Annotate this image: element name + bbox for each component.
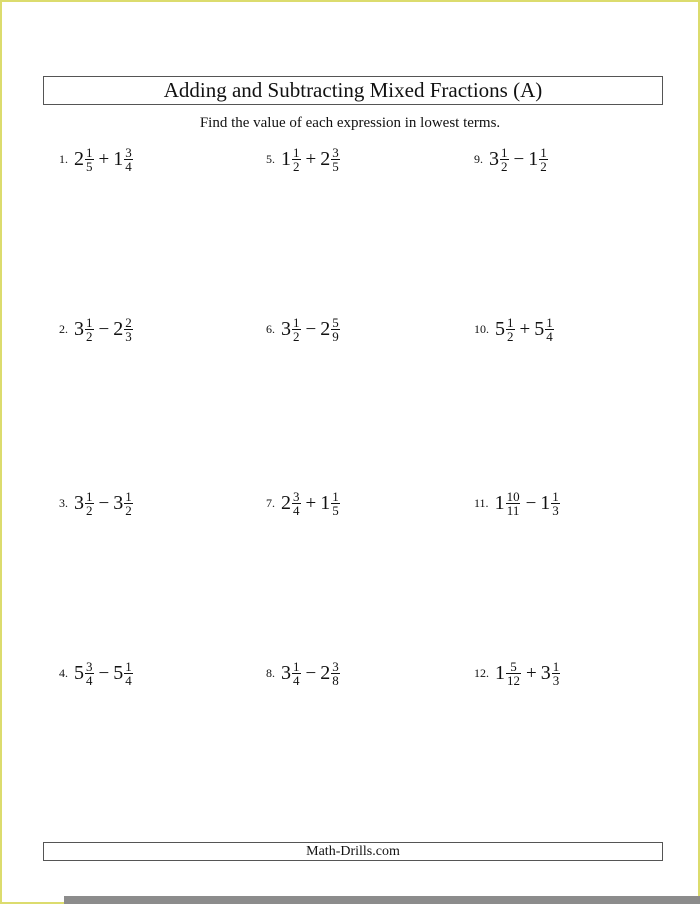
operator: + (305, 148, 317, 170)
problem-number: 6. (266, 322, 275, 336)
mixed-number-b (540, 490, 561, 517)
mixed-number-b (320, 316, 341, 343)
mixed-number-a (74, 146, 95, 173)
numerator: 1 (540, 145, 547, 160)
problem-number: 2. (59, 322, 68, 336)
numerator: 3 (86, 659, 93, 674)
denominator: 5 (86, 159, 93, 174)
fraction (506, 660, 521, 687)
worksheet-title: Adding and Subtracting Mixed Fractions (A) (163, 78, 543, 102)
denominator: 4 (125, 673, 132, 688)
whole-part: 5 (74, 662, 84, 684)
fraction (124, 146, 133, 173)
fraction (292, 660, 301, 687)
operator: + (98, 148, 110, 170)
mixed-number-b (113, 490, 134, 517)
problem-number: 12. (474, 666, 489, 680)
whole-part: 2 (113, 318, 124, 340)
problem-number: 4. (59, 666, 68, 680)
operator: + (519, 318, 531, 340)
problem-number: 8. (266, 666, 275, 680)
denominator: 3 (552, 503, 559, 518)
denominator: 2 (125, 503, 132, 518)
problem-11 (474, 490, 561, 517)
whole-part: 1 (281, 148, 291, 170)
denominator: 3 (125, 329, 132, 344)
whole-part: 1 (540, 492, 551, 514)
operator: + (526, 662, 537, 684)
numerator: 5 (510, 659, 517, 674)
denominator: 2 (507, 329, 514, 344)
fraction (552, 660, 561, 687)
operator: − (305, 318, 317, 340)
denominator: 4 (86, 673, 93, 688)
denominator: 2 (293, 159, 300, 174)
problem-number: 9. (474, 152, 483, 166)
numerator: 5 (332, 315, 339, 330)
problem-number: 3. (59, 496, 68, 510)
mixed-number-a (495, 660, 522, 687)
numerator: 3 (293, 489, 300, 504)
mixed-number-a (489, 146, 510, 173)
mixed-number-a (281, 316, 302, 343)
denominator: 5 (332, 503, 339, 518)
numerator: 1 (125, 489, 132, 504)
numerator: 3 (332, 659, 339, 674)
fraction (85, 660, 94, 687)
problem-12 (474, 660, 561, 687)
denominator: 2 (86, 503, 93, 518)
fraction (124, 490, 133, 517)
whole-part: 2 (320, 662, 331, 684)
denominator: 2 (501, 159, 508, 174)
operator: − (98, 662, 110, 684)
fraction (506, 490, 521, 517)
denominator: 8 (332, 673, 339, 688)
footer-box (43, 842, 663, 861)
whole-part: 2 (74, 148, 84, 170)
whole-part: 3 (74, 492, 84, 514)
fraction (85, 490, 94, 517)
numerator: 2 (125, 315, 132, 330)
fraction (85, 316, 94, 343)
problem-6 (266, 316, 341, 343)
fraction (292, 146, 301, 173)
fraction (331, 146, 340, 173)
operator: − (98, 492, 110, 514)
denominator: 5 (332, 159, 339, 174)
fraction (292, 316, 301, 343)
page-bottom-shadow (64, 896, 700, 904)
mixed-number-b (320, 146, 341, 173)
whole-part: 3 (489, 148, 499, 170)
numerator: 1 (293, 659, 300, 674)
whole-part: 1 (528, 148, 539, 170)
numerator: 3 (332, 145, 339, 160)
fraction (331, 660, 340, 687)
denominator: 4 (546, 329, 553, 344)
whole-part: 2 (320, 148, 331, 170)
problem-9 (474, 146, 549, 173)
worksheet-title-box (43, 76, 663, 105)
problem-2 (59, 316, 134, 343)
footer-site: Math-Drills.com (306, 843, 400, 859)
numerator: 1 (546, 315, 553, 330)
mixed-number-a (74, 490, 95, 517)
problem-number: 7. (266, 496, 275, 510)
problem-number: 5. (266, 152, 275, 166)
numerator: 1 (501, 145, 508, 160)
mixed-number-b (534, 316, 555, 343)
numerator: 1 (293, 315, 300, 330)
problem-4 (59, 660, 134, 687)
mixed-number-a (74, 660, 95, 687)
whole-part: 5 (113, 662, 124, 684)
mixed-number-a (74, 316, 95, 343)
operator: + (305, 492, 317, 514)
operator: − (305, 662, 317, 684)
whole-part: 2 (281, 492, 291, 514)
problem-number: 10. (474, 322, 489, 336)
numerator: 10 (506, 489, 520, 504)
problem-5 (266, 146, 341, 173)
problem-10 (474, 316, 555, 343)
fraction (500, 146, 509, 173)
denominator: 2 (86, 329, 93, 344)
numerator: 1 (86, 315, 93, 330)
whole-part: 3 (281, 318, 291, 340)
denominator: 2 (540, 159, 547, 174)
fraction (506, 316, 515, 343)
whole-part: 1 (320, 492, 331, 514)
instructions: Find the value of each expression in lowest terms. (199, 115, 501, 131)
denominator: 3 (552, 673, 560, 688)
mixed-number-b (320, 660, 341, 687)
fraction (85, 146, 94, 173)
problem-8 (266, 660, 341, 687)
problem-number: 11. (474, 496, 489, 510)
mixed-number-a (281, 146, 302, 173)
numerator: 1 (293, 145, 300, 160)
mixed-number-a (281, 490, 302, 517)
numerator: 1 (507, 315, 514, 330)
fraction (331, 316, 340, 343)
mixed-number-b (113, 316, 134, 343)
mixed-number-b (320, 490, 341, 517)
numerator: 1 (552, 659, 560, 674)
operator: − (513, 148, 525, 170)
numerator: 1 (125, 659, 132, 674)
operator: − (98, 318, 110, 340)
whole-part: 1 (495, 662, 505, 684)
fraction (331, 490, 340, 517)
numerator: 3 (125, 145, 132, 160)
whole-part: 1 (494, 492, 505, 514)
whole-part: 3 (74, 318, 84, 340)
numerator: 1 (552, 489, 559, 504)
mixed-number-a (495, 490, 522, 517)
fraction (124, 316, 133, 343)
whole-part: 5 (495, 318, 505, 340)
fraction (292, 490, 301, 517)
whole-part: 2 (320, 318, 331, 340)
mixed-number-b (113, 146, 134, 173)
denominator: 4 (293, 503, 300, 518)
whole-part: 3 (281, 662, 291, 684)
denominator: 12 (507, 673, 520, 688)
denominator: 9 (332, 329, 339, 344)
operator: − (525, 492, 537, 514)
mixed-number-b (113, 660, 134, 687)
problem-3 (59, 490, 134, 517)
denominator: 4 (125, 159, 132, 174)
problem-number: 1. (59, 152, 68, 166)
mixed-number-b (541, 660, 562, 687)
whole-part: 3 (540, 662, 551, 684)
numerator: 1 (86, 145, 93, 160)
denominator: 4 (293, 673, 300, 688)
mixed-number-b (528, 146, 549, 173)
mixed-number-a (495, 316, 516, 343)
fraction (539, 146, 548, 173)
fraction (545, 316, 554, 343)
mixed-number-a (281, 660, 302, 687)
denominator: 2 (293, 329, 300, 344)
whole-part: 1 (113, 148, 124, 170)
problem-7 (266, 490, 341, 517)
whole-part: 3 (113, 492, 124, 514)
numerator: 1 (86, 489, 93, 504)
fraction (551, 490, 560, 517)
whole-part: 5 (534, 318, 545, 340)
fraction (124, 660, 133, 687)
denominator: 11 (506, 503, 520, 518)
problem-1 (59, 146, 134, 173)
numerator: 1 (332, 489, 339, 504)
